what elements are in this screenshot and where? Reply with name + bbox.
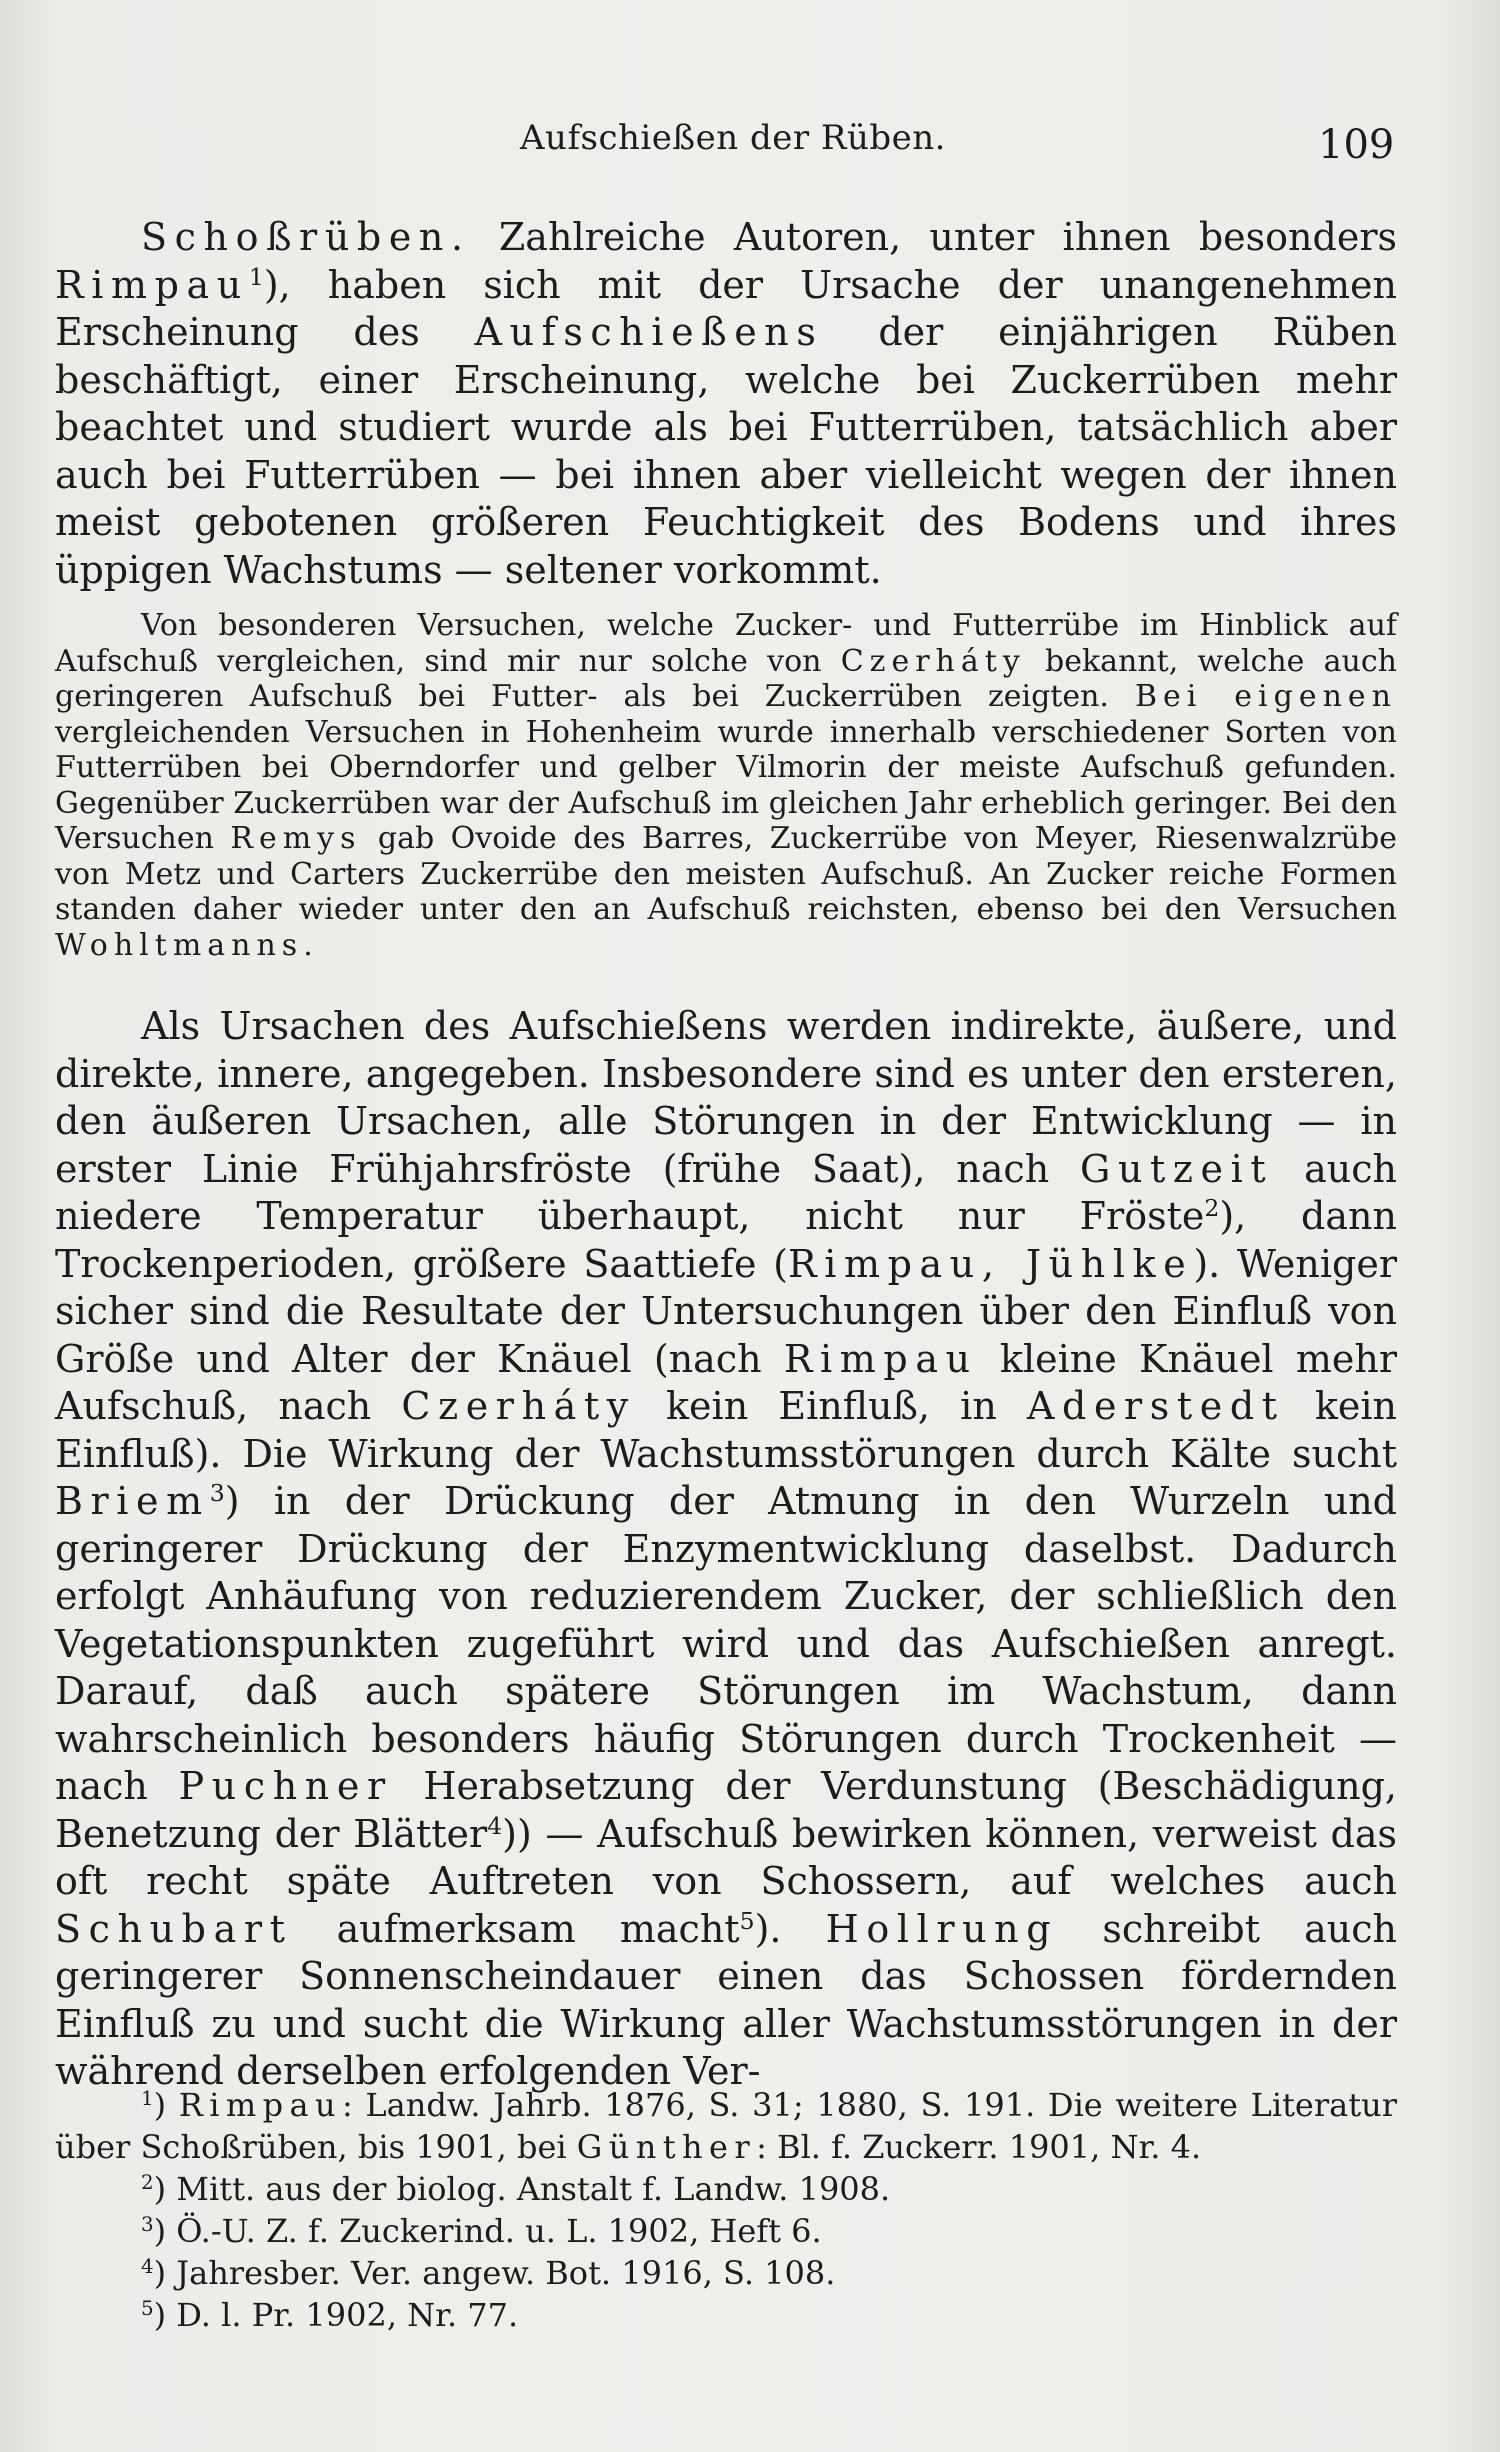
footnote: $^1$) Rimpau: Landw. Jahrb. 1876, S. 31; 1880, S. 191. Die weitere Literatur über Schoßrüben, bis 1901, bei Günther: Bl. f. Zuckerr. 1901, Nr. 4. (55, 2086, 1398, 2166)
footnote-ref: 2 (1204, 1194, 1220, 1223)
author-name: Remys (230, 821, 362, 856)
author-name: Puchner (178, 1764, 393, 1808)
author-name: Gutzeit (1080, 1146, 1274, 1191)
author-name: Briem (55, 1479, 210, 1523)
paragraph-ursachen: Als Ursachen des Aufschießens werden indirekte, äußere, und direkte, innere, angegeben. Insbesondere sind es unter den ersteren, den äußeren Ursachen, alle Störungen in der Entwicklung — in erster Linie Frühjahrsfröste (frühe Saat), nach Gutzeit auch niedere Temperatur überhaupt, nicht nur Fröste$^2$), dann Trockenperioden, größere Saattiefe (Rimpau, Jühlke). Weniger sicher sind die Resultate der Untersuchungen über den Einfluß von Größe und Alter der Knäuel (nach Rimpau kleine Knäuel mehr Aufschuß, nach Czerháty kein Einfluß, in Aderstedt kein Einfluß). Die Wirkung der Wachstumsstörungen durch Kälte sucht Briem$^3$) in der Drückung der Atmung in den Wurzeln und geringerer Drückung der Enzymentwicklung daselbst. Dadurch erfolgt Anhäufung von reduzierendem Zucker, der schließlich den Vegetationspunkten zugeführt wird und das Aufschießen anregt. Darauf, daß auch spätere Störungen im Wachstum, dann wahrscheinlich besonders häufig Störungen durch Trockenheit — nach Puchner Herabsetzung der Verdunstung (Beschädigung, Benetzung der Blätter$^4$)) — Aufschuß bewirken können, verweist das oft recht späte Auftreten von Schossern, auf welches auch Schubart aufmerksam macht$^5$). Hollrung schreibt auch geringerer Sonnenscheindauer einen das Schossen fördernden Einfluß zu und sucht die Wirkung aller Wachstumsstörungen in der während derselben erfolgenden Ver- (55, 1004, 1398, 2093)
author-name: Rimpau (55, 262, 249, 307)
paragraph-versuche-smallprint: Von besonderen Versuchen, welche Zucker- und Futterrübe im Hinblick auf Aufschuß vergleichen, sind mir nur solche von Czerháty bekannt, welche auch geringeren Aufschuß bei Futter- als bei Zuckerrüben zeigten. Bei eigenen vergleichenden Versuchen in Hohenheim wurde innerhalb verschiedener Sorten von Futterrüben bei Oberndorfer und gelber Vilmorin der meiste Aufschuß gefunden. Gegenüber Zuckerrüben war der Aufschuß im gleichen Jahr erheblich geringer. Bei den Versuchen Remys gab Ovoide des Barres, Zuckerrübe von Meyer, Riesenwalzrübe von Metz und Carters Zuckerrübe den meisten Aufschuß. An Zucker reiche Formen standen daher wieder unter den an Aufschuß reichsten, ebenso bei den Versuchen Wohltmanns. (55, 608, 1397, 963)
footnote: $^3$) Ö.-U. Z. f. Zuckerind. u. L. 1902, Heft 6. (141, 2212, 822, 2250)
author-name: Czerháty (401, 1384, 636, 1428)
author-name: Czerháty (840, 643, 1026, 679)
author-name: Rimpau, Jühlke (788, 1241, 1194, 1286)
author-name: Schubart (55, 1906, 293, 1951)
running-head: Aufschießen der Rüben. (520, 118, 946, 158)
footnote: $^5$) D. l. Pr. 1902, Nr. 77. (141, 2296, 519, 2334)
emphasized-term: Aufschießens (474, 310, 824, 354)
page-header (0, 118, 1500, 178)
author-name: Wohltmanns (55, 927, 304, 963)
author-name: Rimpau (178, 2086, 342, 2124)
author-name: Hollrung (825, 1906, 1059, 1951)
place-name: Aderstedt (1026, 1384, 1285, 1428)
footnotes (55, 2084, 1397, 2336)
emphasized-term: Bei eigenen (1134, 679, 1397, 714)
footnote-ref: 1 (248, 262, 264, 291)
footnote-ref: 4 (487, 1811, 503, 1840)
footnote-ref: 5 (739, 1906, 755, 1935)
paragraph-schossrueben: Schoßrüben. Zahlreiche Autoren, unter ihnen besonders Rimpau$^1$), haben sich mit der Ursache der unangenehmen Erscheinung des Aufschießens der einjährigen Rüben beschäftigt, einer Erscheinung, welche bei Zuckerrüben mehr beachtet und studiert wurde als bei Futterrüben, tatsächlich aber auch bei Futterrüben — bei ihnen aber vielleicht wegen der ihnen meist gebotenen größeren Feuchtigkeit des Bodens und ihres üppigen Wachstums — seltener vorkommt. (55, 215, 1397, 592)
author-name: Rimpau (783, 1336, 978, 1381)
section-lead: Schoßrüben. (141, 215, 471, 259)
footnote: $^2$) Mitt. aus der biolog. Anstalt f. Landw. 1908. (141, 2170, 891, 2208)
footnote-ref: 3 (209, 1479, 225, 1508)
page-number: 109 (1318, 122, 1395, 168)
footnote: $^4$) Jahresber. Ver. angew. Bot. 1916, S. 108. (141, 2254, 836, 2292)
author-name: Günther (576, 2128, 757, 2166)
